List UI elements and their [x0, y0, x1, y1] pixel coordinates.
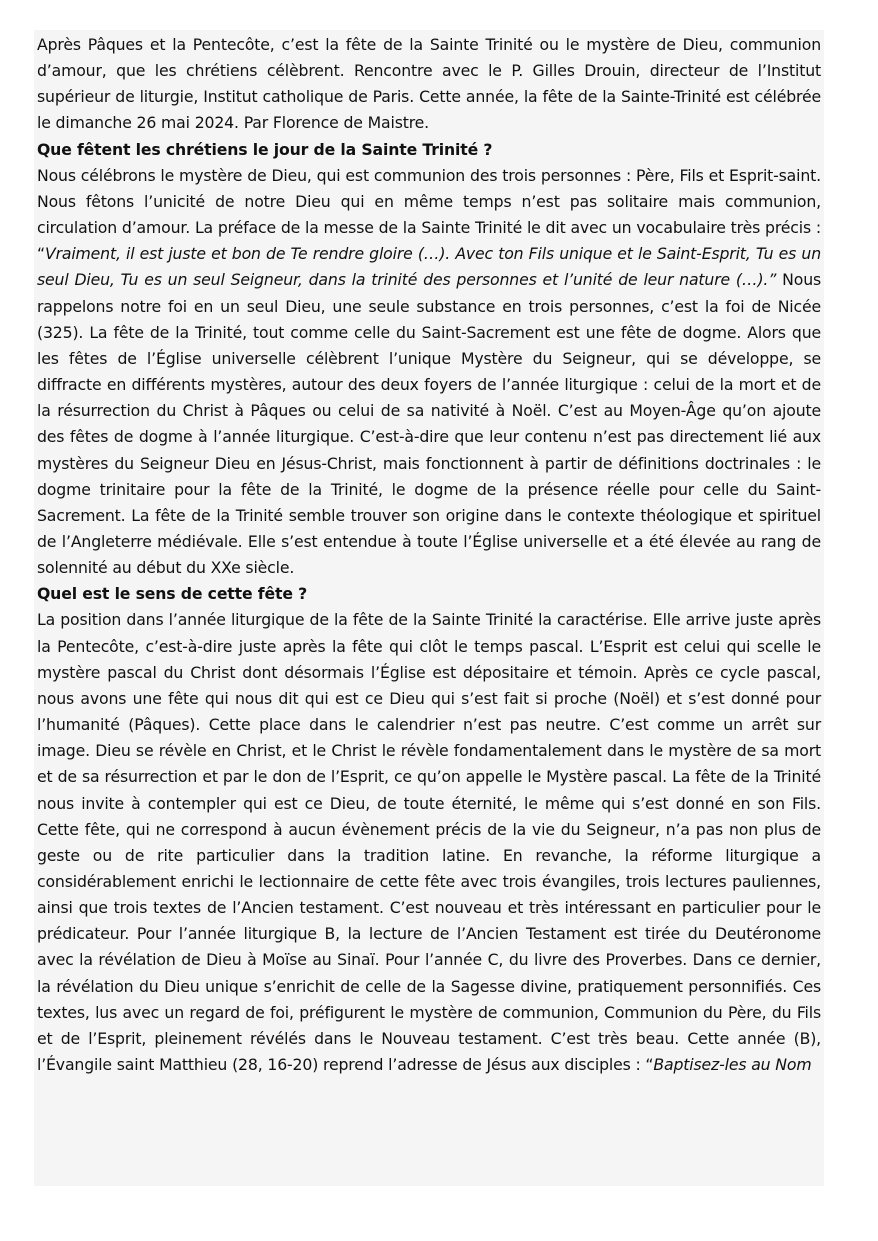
answer-1-text-b: Nous rappelons notre foi en un seul Dieu, une seule substance en trois personnes, c’est la foi de Nicée (325). La fête de la Trinité, tout comme celle du Saint-Sacrement est une fête de dogme. Alors que les fêtes de l’Église universelle célèbrent l’unique Mystère du Seigneur, qui se développe, se diffracte en différents mystères, autour des deux foyers de l’année liturgique : celui de la mort et de la résurrection du Christ à Pâques ou celui de sa nativité à Noël. C’est au Moyen-Âge qu’on ajoute des fêtes de dogme à l’année liturgique. C’est-à-dire que leur contenu n’est pas directement lié aux mystères du Seigneur Dieu en Jésus-Christ, mais fonctionnent à partir de définitions doctrinales : le dogme trinitaire pour la fête de la Trinité, le dogme de la présence réelle pour celle du Saint-Sacrement. La fête de la Trinité semble trouver son origine dans le contexte théologique et spirituel de l’Angleterre médiévale. Elle s’est entendue à toute l’Église universelle et a été élevée au rang de solennité au début du XXe siècle.: [37, 270, 822, 578]
answer-1-text-a: Nous célébrons le mystère de Dieu, qui est communion des trois personnes : Père, Fils et Esprit-saint. Nous fêtons l’unicité de notre Dieu qui en même temps n’est pas solitaire mais communion, circulation d’amour. La préface de la messe de la Sainte Trinité le dit avec un vocabulaire très précis : “: [37, 165, 821, 264]
document-page: [34, 30, 824, 1186]
answer-paragraph-1: [34, 163, 824, 582]
answer-2-text: La position dans l’année liturgique de la fête de la Sainte Trinité la caractérise. Elle arrive juste après la Pentecôte, c’est-à-dire juste après la fête qui clôt le temps pascal. L’Esprit est celui qui scelle le mystère pascal du Christ dont désormais l’Église est dépositaire et témoin. Après ce cycle pascal, nous avons une fête qui nous dit qui est ce Dieu qui s’est fait si proche (Noël) et s’est donné pour l’humanité (Pâques). Cette place dans le calendrier n’est pas neutre. C’est comme un arrêt sur image. Dieu se révèle en Christ, et le Christ le révèle fondamentalement dans le mystère de sa mort et de sa résurrection et par le don de l’Esprit, ce qu’on appelle le Mystère pascal. La fête de la Trinité nous invite à contempler qui est ce Dieu, de toute éternité, le même qui s’est donné en son Fils. Cette fête, qui ne correspond à aucun évènement précis de la vie du Seigneur, n’a pas non plus de geste ou de rite particulier dans la tradition latine. En revanche, la réforme liturgique a considérablement enrichi le lectionnaire de cette fête avec trois évangiles, trois lectures pauliennes, ainsi que trois textes de l’Ancien testament. C’est nouveau et très intéressant en particulier pour le prédicateur. Pour l’année liturgique B, la lecture de l’Ancien Testament est tirée du Deutéronome avec la révélation de Dieu à Moïse au Sinaï. Pour l’année C, du livre des Proverbes. Dans ce dernier, la révélation du Dieu unique s’enrichit de celle de la Sagesse divine, pratiquement personnifiés. Ces textes, lus avec un regard de foi, préfigurent le mystère de communion, Communion du Père, du Fils et de l’Esprit, pleinement révélés dans le Nouveau testament. C’est très beau. Cette année (B), l’Évangile saint Matthieu (28, 16-20) reprend l’adresse de Jésus aux disciples : “: [37, 610, 821, 1075]
gospel-quote: Baptisez-les au Nom: [653, 1055, 812, 1075]
question-heading-1: Que fêtent les chrétiens le jour de la Sainte Trinité ?: [37, 139, 493, 159]
intro-paragraph: Après Pâques et la Pentecôte, c’est la fête de la Sainte Trinité ou le mystère de Dieu, communion d’amour, que les chrétiens célèbrent. Rencontre avec le P. Gilles Drouin, directeur de l’Institut supérieur de liturgie, Institut catholique de Paris. Cette année, la fête de la Sainte-Trinité est célébrée le dimanche 26 mai 2024. Par Florence de Maistre.: [37, 35, 821, 133]
question-heading-2: Quel est le sens de cette fête ?: [37, 584, 308, 604]
preface-quote: Vraiment, il est juste et bon de Te rendre gloire (…). Avec ton Fils unique et le Saint-Esprit, Tu es un seul Dieu, Tu es un seul Seigneur, dans la trinité des personnes et l’unité de leur nature (…).”: [37, 244, 821, 290]
answer-paragraph-2: [34, 607, 824, 1078]
